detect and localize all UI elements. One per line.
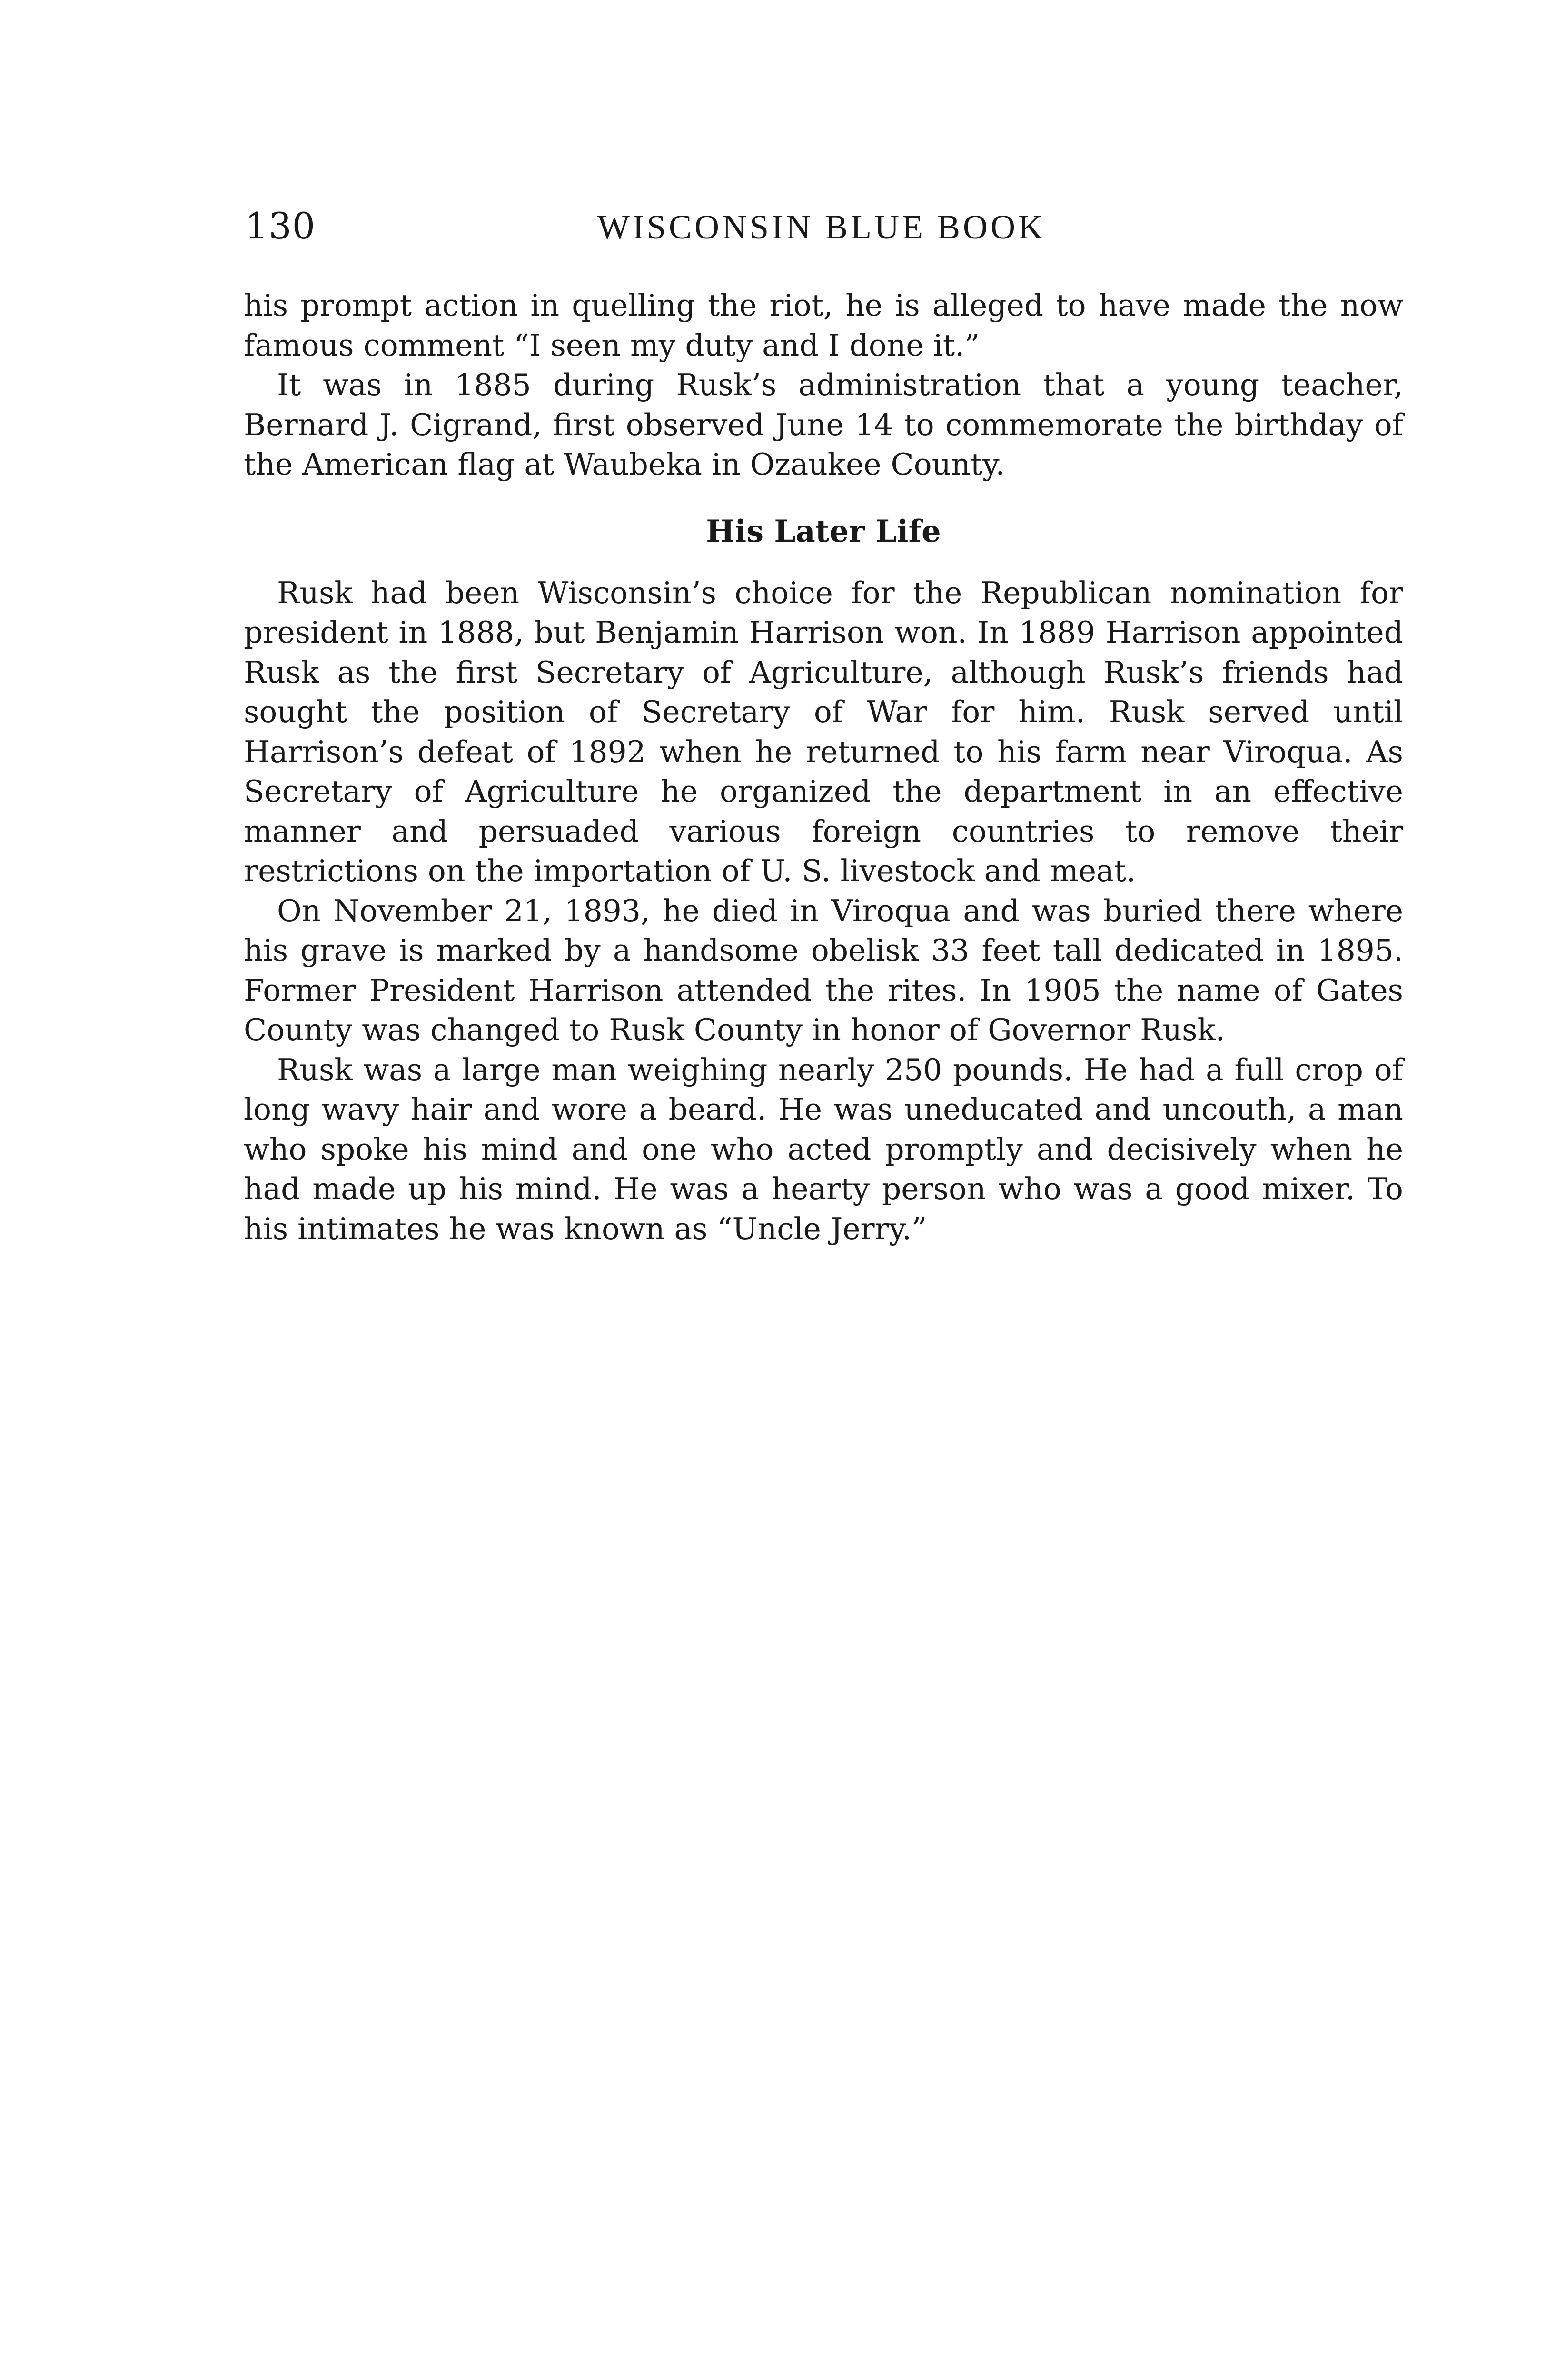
running-head <box>245 200 1407 252</box>
book-title: WISCONSIN BLUE BOOK <box>597 208 1046 246</box>
paragraph-continuation: his prompt action in quelling the riot, he is alleged to have made the now famous comment “I seen my duty and I done it.” <box>244 288 1403 363</box>
section-heading: His Later Life <box>706 513 941 549</box>
paragraph-flag-day: It was in 1885 during Rusk’s administration that a young teacher, Bernard J. Cigrand, first observed June 14 to commemorate the birthday of the American flag at Waubeka in Ozaukee County. <box>244 367 1403 482</box>
page-number: 130 <box>245 205 316 247</box>
body-text <box>244 286 1403 1249</box>
paragraph-personal-description: Rusk was a large man weighing nearly 250 pounds. He had a full crop of long wavy hair and wore a beard. He was uneducated and uncouth, a man who spoke his mind and one who acted promptly and decisively when he had made up his mind. He was a hearty person who was a good mixer. To his intimates he was known as “Uncle Jerry.” <box>244 1052 1403 1246</box>
paragraph-secretary-of-agriculture: Rusk had been Wisconsin’s choice for the Republican nomination for president in 1888, but Benjamin Harrison won. In 1889 Harrison appointed Rusk as the first Secretary of Agriculture, although Rusk’s friends had sought the position of Secretary of War for him. Rusk served until Harrison’s defeat of 1892 when he returned to his farm near Viroqua. As Secretary of Agriculture he organized the department in an effective manner and persuaded various foreign countries to remove their restrictions on the importation of U. S. livestock and meat. <box>244 575 1403 888</box>
paragraph-death-and-burial: On November 21, 1893, he died in Viroqua and was buried there where his grave is marked by a handsome obelisk 33 feet tall dedicated in 1895. Former President Harrison attended the rites. In 1905 the name of Gates County was changed to Rusk County in honor of Governor Rusk. <box>244 893 1403 1047</box>
